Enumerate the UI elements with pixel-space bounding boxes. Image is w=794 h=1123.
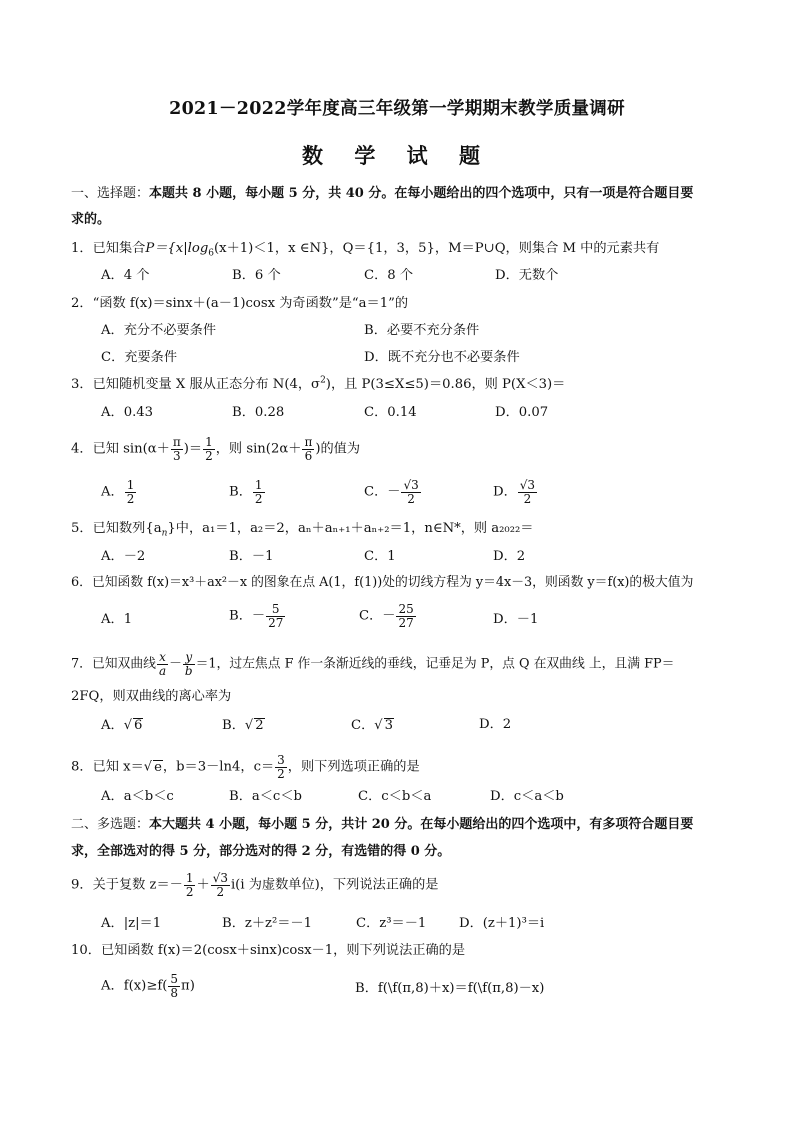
q4-stem-a: 4．已知 sin(α＋ bbox=[71, 441, 170, 457]
q3-option-b[interactable]: B．0.28 bbox=[232, 405, 285, 420]
q8-option-c[interactable]: C．c＜b＜a bbox=[358, 789, 432, 804]
question-7-stem-line2: 2FQ，则双曲线的离心率为 bbox=[71, 689, 232, 704]
q1-stem-c: (x＋1)＜1，x ∈N}，Q＝{1，3，5}，M＝P∪Q，则集合 M 中的元素共有 bbox=[214, 241, 660, 256]
q4-option-d[interactable]: D． $\frac{√3}{2}$ bbox=[493, 478, 536, 506]
q4-stem-c: ，则 sin(2α＋ bbox=[215, 441, 302, 457]
q1-stem-b: P＝{x|log bbox=[145, 241, 209, 256]
q1-option-c[interactable]: C．8 个 bbox=[364, 268, 414, 283]
q6-option-b[interactable]: B．－ $\frac{5}{27}$ bbox=[229, 602, 284, 630]
q4-frac-1: $\frac{\pi}{3}$ bbox=[172, 435, 181, 463]
question-5-stem: 5．已知数列$\{a_n\}$中，a₁＝1，a₂＝2，aₙ＋aₙ₊₁＋aₙ₊₂＝1，n∈N*，则 a₂₀₂₂＝ bbox=[71, 521, 534, 539]
q9-option-b[interactable]: B．z＋z²＝－1 bbox=[222, 916, 313, 931]
q5-option-d[interactable]: D．2 bbox=[493, 549, 526, 564]
q1-option-a[interactable]: A．4 个 bbox=[101, 268, 150, 283]
exam-subtitle: 数 学 试 题 bbox=[302, 143, 492, 168]
section1-header-line2 bbox=[71, 213, 110, 226]
q7-option-d[interactable]: D．2 bbox=[479, 717, 512, 732]
section2-text: 本大题共 4 小题，每小题 5 分，共计 20 分。在每小题给出的四个选项中，有多项符合题目要 bbox=[149, 817, 694, 832]
q7-option-c[interactable]: C．√ 3 bbox=[351, 718, 393, 733]
question-2-stem: 2．“函数 f(x)＝sinx＋(a－1)cosx 为奇函数”是“a＝1”的 bbox=[71, 296, 409, 311]
question-4-stem bbox=[71, 436, 360, 462]
question-1-stem bbox=[71, 241, 660, 259]
q8-option-a[interactable]: A．a＜b＜c bbox=[101, 789, 174, 804]
exam-title: 2021－2022学年度高三年级第一学期期末教学质量调研 bbox=[169, 99, 625, 119]
q1-option-b[interactable]: B．6 个 bbox=[232, 268, 281, 283]
q3-option-d[interactable]: D．0.07 bbox=[495, 405, 549, 420]
q8-option-b[interactable]: B．a＜c＜b bbox=[229, 789, 302, 804]
q6-option-d[interactable]: D．－1 bbox=[493, 612, 539, 627]
q4-option-c[interactable]: C．－ $\frac{√3}{2}$ bbox=[364, 478, 419, 506]
q4-option-b[interactable]: B． $\frac{1}{2}$ bbox=[229, 478, 263, 506]
section2-lead: 二、多选题： bbox=[71, 817, 150, 832]
section2-text-line2: 求，全部选对的得 5 分，部分选对的得 2 分，有选错的得 0 分。 bbox=[71, 844, 451, 859]
q3-option-a[interactable]: A．0.43 bbox=[101, 405, 154, 420]
section2-header bbox=[71, 818, 693, 831]
q9-option-c[interactable]: C．z³＝－1 bbox=[356, 916, 427, 931]
q3-stem-a: 3．已知随机变量 X 服从正态分布 N(4，σ bbox=[71, 377, 321, 392]
q4-option-a[interactable]: A． $\frac{1}{2}$ bbox=[101, 478, 135, 506]
q6-option-a[interactable]: A．1 bbox=[101, 612, 133, 627]
question-3-stem bbox=[71, 375, 566, 392]
q4-stem-d: )的值为 bbox=[315, 441, 361, 457]
q3-option-c[interactable]: C．0.14 bbox=[364, 405, 417, 420]
q5-option-b[interactable]: B．－1 bbox=[229, 549, 274, 564]
q3-stem-b: )，且 P(3≤X≤5)＝0.86，则 P(X＜3)＝ bbox=[325, 377, 566, 392]
question-8-stem: 8．已知 x＝√ e，b＝3－ln4，c＝ $\frac{3}{2}$ ，则下列选项正确的是 bbox=[71, 753, 420, 781]
q10-option-b[interactable]: B．f(\f(π,8)＋x)＝f(\f(π,8)－x) bbox=[355, 981, 545, 996]
section1-lead: 一、选择题： bbox=[71, 186, 150, 201]
q9-option-d[interactable]: D．(z＋1)³＝i bbox=[459, 916, 545, 931]
section2-header-line2 bbox=[71, 845, 450, 858]
q10-option-a[interactable]: A．f(x)≥f( $\frac{5}{8}$ π) bbox=[101, 972, 195, 1000]
q6-option-c[interactable]: C．－ $\frac{25}{27}$ bbox=[359, 602, 414, 630]
q5-option-c[interactable]: C．1 bbox=[364, 549, 396, 564]
q7-option-b[interactable]: B．√ 2 bbox=[222, 718, 264, 733]
q2-option-c[interactable]: C．充要条件 bbox=[101, 350, 178, 365]
question-9-stem: 9．关于复数 z＝－ $\frac{1}{2}$ ＋ $\frac{√3}{2}$ i(i 为虚数单位)，下列说法正确的是 bbox=[71, 871, 439, 899]
question-6-stem: 6．已知函数 f(x)＝x³＋ax²－x 的图象在点 A(1，f(1))处的切线方程为 y＝4x－3，则函数 y＝f(x)的极大值为 bbox=[71, 575, 694, 590]
q9-option-a[interactable]: A．|z|＝1 bbox=[101, 916, 162, 931]
q7-option-a[interactable]: A．√ 6 bbox=[101, 718, 143, 733]
q4-frac-2: $\frac{1}{2}$ bbox=[205, 435, 213, 463]
q2-option-a[interactable]: A．充分不必要条件 bbox=[101, 323, 217, 338]
q1-stem-a: 1．已知集合 bbox=[71, 241, 146, 256]
question-10-stem: 10．已知函数 f(x)＝2(cosx＋sinx)cosx－1，则下列说法正确的是 bbox=[71, 943, 466, 958]
q5-option-a[interactable]: A．－2 bbox=[101, 549, 146, 564]
q4-stem-b: )＝ bbox=[183, 441, 203, 457]
q3-sup: 2 bbox=[320, 375, 326, 386]
q4-frac-3: $\frac{\pi}{6}$ bbox=[304, 435, 313, 463]
section1-text-line2: 求的。 bbox=[71, 212, 111, 227]
q2-option-d[interactable]: D．既不充分也不必要条件 bbox=[364, 350, 520, 365]
q8-option-d[interactable]: D．c＜a＜b bbox=[490, 789, 564, 804]
question-7-stem: 7．已知双曲线 $\frac{x}{a}$ － $\frac{y}{b}$ ＝1，过左焦点 F 作一条渐近线的垂线，记垂足为 P，点 Q 在双曲线 上，且满 FP＝ bbox=[71, 650, 675, 678]
q2-option-b[interactable]: B．必要不充分条件 bbox=[364, 323, 480, 338]
section1-text: 本题共 8 小题，每小题 5 分，共 40 分。在每小题给出的四个选项中，只有一项是符合题目要 bbox=[149, 186, 694, 201]
q1-log-base: 6 bbox=[208, 248, 214, 259]
q1-option-d[interactable]: D．无数个 bbox=[495, 268, 559, 283]
section1-header bbox=[71, 187, 693, 200]
